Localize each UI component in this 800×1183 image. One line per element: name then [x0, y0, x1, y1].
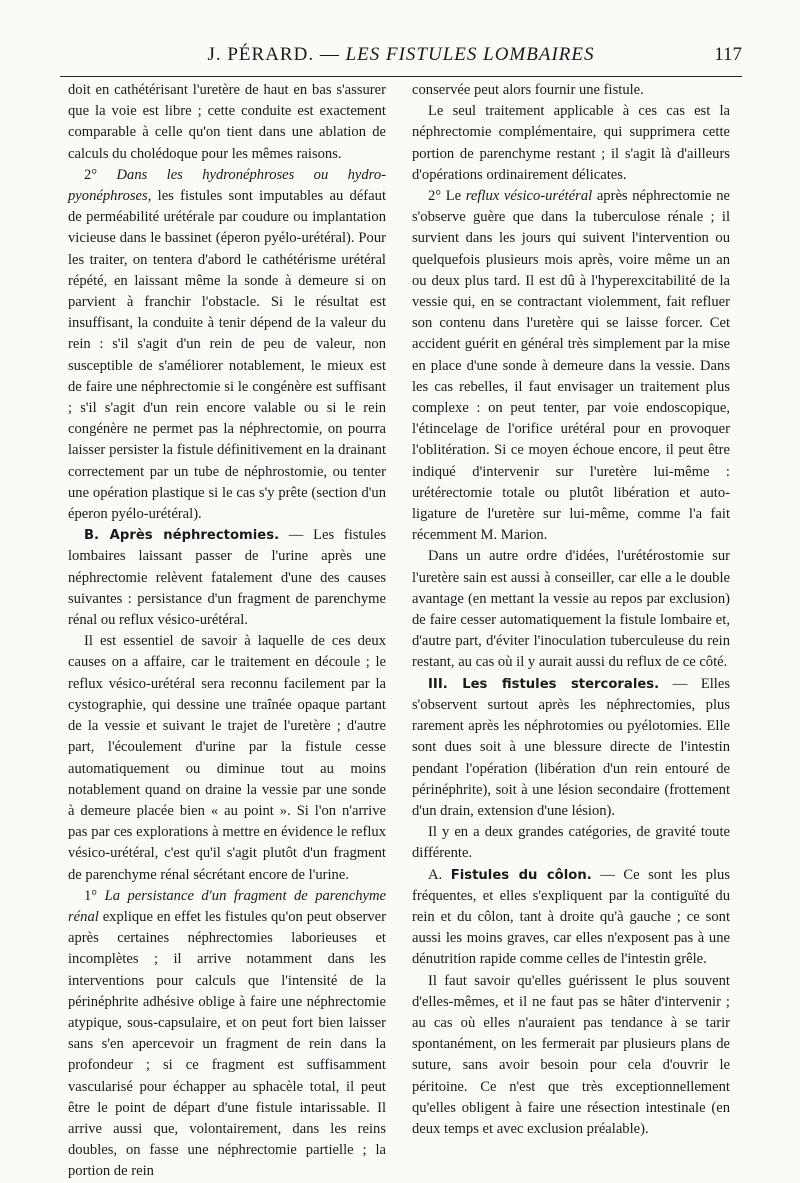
section-paragraph	[68, 525, 386, 631]
section-heading: III. Les fistules stercorales.	[428, 676, 660, 692]
section-prefix: A.	[428, 866, 443, 883]
paragraph: Il est essentiel de savoir à laquelle de ces deux causes on a affaire, car le traitement en découle ; le reflux vésico-urétéral sera reconnu facilement par la cystographie, qui dessine une traînée opaque partant de la vessie et suivant le trajet de l'uretère ; d'autre part, l'écoulement d'urine par la fistule cesse automatiquement ou diminue tout au moins notablement quand on draine la vessie par une sonde à demeure placée bien « au point ». Si l'on n'arrive pas par ces explorations à mettre en évidence le reflux vésico-urétéral, c'est qu'il s'agit plutôt d'un fragment de parenchyme rénal sécrétant encore de l'urine.	[68, 633, 386, 883]
running-header	[60, 36, 742, 77]
paragraph-text: — Elles s'observent surtout après les néphrectomies, plus rarement après les néphrotomies ou pyélotomies. Elle sont dues soit à une blessure directe de l'intestin pendant l'opération (libération d'un rein entouré de périnéphrite), soit à une lésion secondaire (frottement d'un drain, extension d'une lésion).	[412, 675, 730, 819]
section-paragraph	[412, 865, 730, 971]
page-number: 117	[714, 44, 742, 65]
paragraph-text: après néphrectomie ne s'observe guère que dans la tuberculose rénale ; il survient dans les jours qui suivent l'intervention ou quelquefois plusieurs mois après, voire même un an ou deux plus tard. Il est dû à l'hyperexcitabilité de la vessie qui, en se contractant violemment, fait refluer son contenu dans l'uretère qui se laisse forcer. Cet accident guérit en général très simplement par la mise en place d'une sonde à demeure dans la vessie. Dans les cas rebelles, il faut envisager un traitement plus complexe : on peut tenter, par voie endoscopique, l'étincelage de l'orifice urétéral pour en provoquer l'oblitération. Si ce moyen échoue encore, il peut être indiqué d'intervenir sur l'uretère lui-même : urétérectomie totale ou plutôt libération et auto-ligature de l'uretère sur lui-même, comme l'a fait récemment M. Marion.	[412, 188, 730, 544]
paragraph-number: 2°	[84, 166, 98, 183]
paragraph-emphasis: reflux vésico-urétéral	[465, 188, 593, 205]
paragraph-text: — Ce sont les plus fréquentes, et elles s'expliquent par la contiguïté du rein et du côlon, tant à droite qu'à gauche ; ce sont aussi les moins graves, car elles n'exposent pas à une dénutrition rapide comme celles de l'intestin grêle.	[412, 866, 730, 968]
header-title	[60, 44, 742, 66]
paragraph-text: — Les fistules lombaires laissant passer de l'urine après une néphrectomie relèvent fatalement d'une des causes suivantes : persistance d'un fragment de parenchyme rénal ou reflux vésico-urétéral.	[68, 527, 386, 629]
left-column	[68, 80, 386, 1183]
paragraph-emphasis: Dans les hydronéphroses ou hydro-pyonéphroses,	[68, 166, 386, 205]
paragraph-text: les fistules sont imputables au défaut de perméabilité urétérale par coudure ou implantation vicieuse dans le bassinet (éperon pyélo-urétéral). Pour les traiter, on tentera d'abord le cathétérisme urétéral répété, en laissant même la sonde à demeure si on parvient à franchir l'obstacle. Si le résultat est insuffisant, la conduite à tenir dépend de la valeur du rein : s'il s'agit d'un rein de peu de valeur, non susceptible de s'améliorer notablement, le mieux est de faire une néphrectomie si le congénère est suffisant ; s'il s'agit d'un rein encore valable ou si le rein congénère ne permet pas la néphrectomie, on pourra laisser persister la fistule définitivement en la drainant correctement par un tube de néphrostomie, ou tenter une opération plastique si le cas s'y prête (section d'un éperon pyélo-urétéral).	[68, 188, 386, 523]
paragraph	[68, 886, 386, 1183]
header-subject: LES FISTULES LOMBAIRES	[345, 44, 595, 65]
section-paragraph	[412, 674, 730, 822]
paragraph: Il faut savoir qu'elles guérissent le plus souvent d'elles-mêmes, et il ne faut pas se hâter d'intervenir ; au cas où elles n'auraient pas tendance à se tarir spontanément, on les fermerait par plusieurs plans de suture, sans avoir besoin pour cela d'ouvrir le péritoine. Ce n'est que très exceptionnellement qu'elles obligent à faire une résection intestinale (en deux temps et avec exclusion préalable).	[412, 972, 730, 1137]
paragraph-text: explique en effet les fistules qu'on peut observer après certaines néphrectomies laborieuses et incomplètes ; il arrive notamment dans les interventions pour calculs que l'intensité de la périnéphrite adhésive oblige à faire une néphrectomie atypique, sous-capsulaire, et on peut fort bien laisser sans s'en apercevoir un fragment de rein dans la profondeur ; si ce fragment est suffisamment vascularisé pour échapper au sphacèle total, il peut être le point de départ d'une fistule intarissable. Il arrive aussi que, volontairement, dans les reins doubles, on fasse une néphrectomie partielle ; la portion de rein	[68, 908, 386, 1180]
paragraph: Le seul traitement applicable à ces cas est la néphrectomie complémentaire, qui supprimera cette portion de parenchyme restant ; il s'agit là d'ailleurs d'opérations ordinairement délicates.	[412, 103, 730, 183]
paragraph: doit en cathétérisant l'uretère de haut en bas s'assurer que la voie est libre ; cette conduite est exactement comparable à celle qu'on tient dans une ablation de calculs du cholédoque pour les mêmes raisons.	[68, 82, 386, 162]
paragraph-number: 2° Le	[428, 188, 462, 205]
paragraph-number: 1°	[84, 887, 98, 904]
paragraph-emphasis: La persistance d'un fragment de parenchyme rénal	[68, 887, 386, 925]
header-author: J. PÉRARD. —	[207, 44, 340, 65]
section-heading: B. Après néphrectomies.	[84, 528, 280, 544]
paragraph: Il y en a deux grandes catégories, de gravité toute différente.	[412, 824, 730, 862]
paragraph: Dans un autre ordre d'idées, l'urétérostomie sur l'uretère sain est aussi à conseiller, car elle a le double avantage (en mettant la vessie au repos par exclusion) de faire cesser automatiquement la fistule lombaire et, d'autre part, d'éviter l'inoculation tuberculeuse du rein restant, au cas où il y aurait aussi du reflux de ce côté.	[412, 548, 730, 671]
paragraph: conservée peut alors fournir une fistule.	[412, 82, 644, 98]
paragraph	[412, 186, 730, 546]
section-heading: Fistules du côlon.	[450, 867, 592, 883]
right-column	[412, 80, 730, 1140]
paragraph	[68, 165, 386, 525]
